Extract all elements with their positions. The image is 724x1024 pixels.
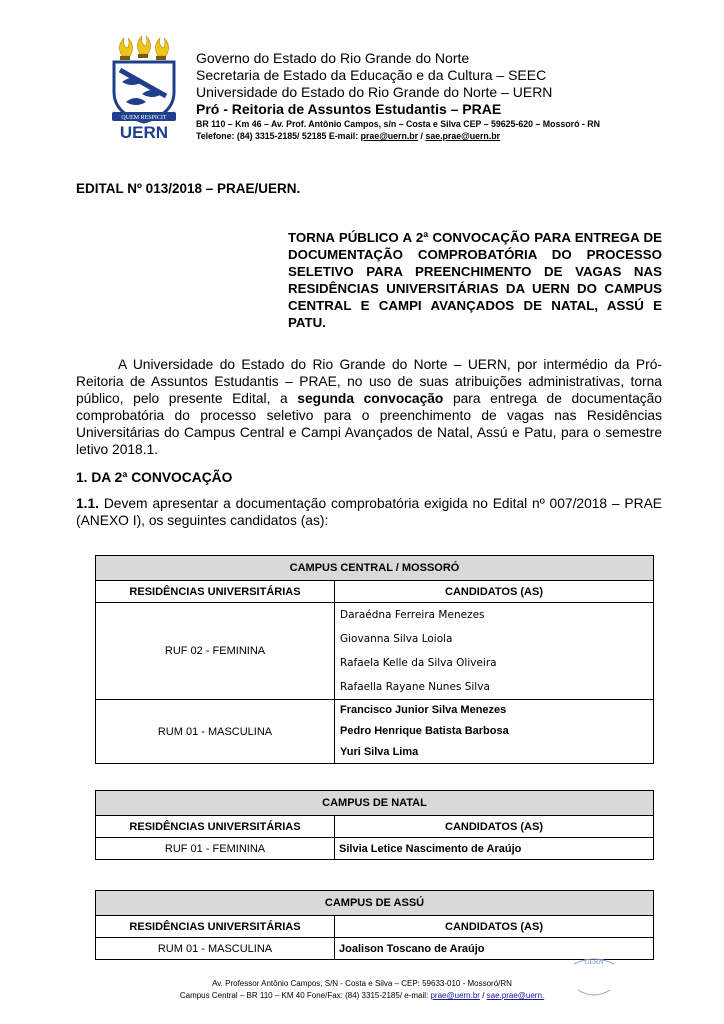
candidate-name: Francisco Junior Silva Menezes <box>340 704 507 716</box>
edital-summary: TORNA PÚBLICO A 2ª CONVOCAÇÃO PARA ENTREGA DE DOCUMENTAÇÃO COMPROBATÓRIA DO PROCESSO SELETIVO PARA PREENCHIMENTO DE VAGAS NAS RESIDÊNCIAS UNIVERSITÁRIAS DA UERN DO CAMPUS CENTRAL E CAMPI AVANÇADOS DE NATAL, ASSÚ E PATU. <box>288 230 662 330</box>
table-row <box>96 838 654 860</box>
residence-cell: RUM 01 - MASCULINA <box>96 938 335 960</box>
column-header-candidates: CANDIDATOS (AS) <box>335 816 654 838</box>
residence-cell: RUF 02 - FEMININA <box>96 603 335 700</box>
email-link-prae[interactable]: prae@uern.br <box>360 131 419 141</box>
table-title: CAMPUS CENTRAL / MOSSORÓ <box>96 556 654 581</box>
table-row <box>96 603 654 700</box>
footer-email-sae[interactable]: sae.prae@uern. <box>486 991 545 1000</box>
footer-contact: Campus Central – BR 110 – KM 40 Fone/Fax: (84) 3315-2185/ e-mail: prae@uern.br / sae.prae@uern. <box>179 991 545 1000</box>
candidate-name: Pedro Henrique Batista Barbosa <box>340 725 509 737</box>
residence-cell: RUM 01 - MASCULINA <box>96 700 335 764</box>
item-1-1: 1.1. Devem apresentar a documentação comprobatória exigida no Edital nº 007/2018 – PRAE (ANEXO I), os seguintes candidatos (as): <box>76 496 662 528</box>
candidate-name: Giovanna Silva Loiola <box>340 633 453 645</box>
column-header-residences: RESIDÊNCIAS UNIVERSITÁRIAS <box>96 816 335 838</box>
table-title: CAMPUS DE NATAL <box>96 791 654 816</box>
footer-email-prae[interactable]: prae@uern.br <box>430 991 480 1000</box>
table-campus-central <box>95 555 654 764</box>
edital-title: EDITAL Nº 013/2018 – PRAE/UERN. <box>76 181 301 196</box>
candidate-name: Rafaela Kelle da Silva Oliveira <box>340 657 497 669</box>
header-line-unit: Pró - Reitoria de Assuntos Estudantis – PRAE <box>196 101 502 117</box>
svg-text:QUEM RESPICIT: QUEM RESPICIT <box>121 115 167 121</box>
intro-bold: segunda convocação <box>297 391 444 406</box>
uern-logo <box>106 36 182 142</box>
table-row <box>96 700 654 764</box>
header-address: BR 110 – Km 46 – Av. Prof. Antônio Campos, s/n – Costa e Silva CEP – 59625-620 – Mossoró - RN <box>196 119 600 129</box>
candidates-cell <box>335 700 654 764</box>
candidate-name: Daraédna Ferreira Menezes <box>340 609 485 621</box>
header-contact: Telefone: (84) 3315-2185/ 52185 E-mail: prae@uern.br / sae.prae@uern.br <box>196 131 501 141</box>
table-title: CAMPUS DE ASSÚ <box>96 891 654 916</box>
section-title: 1. DA 2ª CONVOCAÇÃO <box>76 470 233 485</box>
header-line-university: Universidade do Estado do Rio Grande do Norte – UERN <box>196 84 553 100</box>
candidate-name: Yuri Silva Lima <box>340 746 419 758</box>
residence-cell: RUF 01 - FEMININA <box>96 838 335 860</box>
institution-header <box>196 50 600 142</box>
column-header-candidates: CANDIDATOS (AS) <box>335 581 654 603</box>
candidates-cell <box>335 603 654 700</box>
table-campus-natal <box>95 790 654 860</box>
header-line-secretary: Secretaria de Estado da Educação e da Cultura – SEEC <box>196 67 547 83</box>
candidate-name: Joalison Toscano de Araújo <box>335 938 654 960</box>
torch-icon <box>119 36 168 60</box>
header-line-government: Governo do Estado do Rio Grande do Norte <box>196 50 470 66</box>
svg-text:UERN: UERN <box>584 958 604 966</box>
page-footer <box>0 978 724 1002</box>
logo-text: UERN <box>119 123 169 142</box>
column-header-candidates: CANDIDATOS (AS) <box>335 916 654 938</box>
column-header-residences: RESIDÊNCIAS UNIVERSITÁRIAS <box>96 581 335 603</box>
candidate-name: Silvia Letice Nascimento de Araújo <box>335 838 654 860</box>
footer-address: Av. Professor Antônio Campos, S/N - Costa e Silva – CEP: 59633-010 - Mossoró/RN <box>212 979 512 988</box>
candidate-name: Rafaella Rayane Nunes Silva <box>340 681 490 693</box>
email-link-sae[interactable]: sae.prae@uern.br <box>425 131 501 141</box>
intro-paragraph: A Universidade do Estado do Rio Grande do Norte – UERN, por intermédio da Pró-Reitoria de Assuntos Estudantis – PRAE, no uso de suas atribuições administrativas, torna público, pelo presente Edital, a segunda convocação para entrega de documentação comprobatória do processo seletivo para o preenchimento de vagas nas Residências Universitárias do Campus Central e Campi Avançados de Natal, Assú e Patu, para o semestre letivo 2018.1. <box>76 357 662 457</box>
column-header-residences: RESIDÊNCIAS UNIVERSITÁRIAS <box>96 916 335 938</box>
